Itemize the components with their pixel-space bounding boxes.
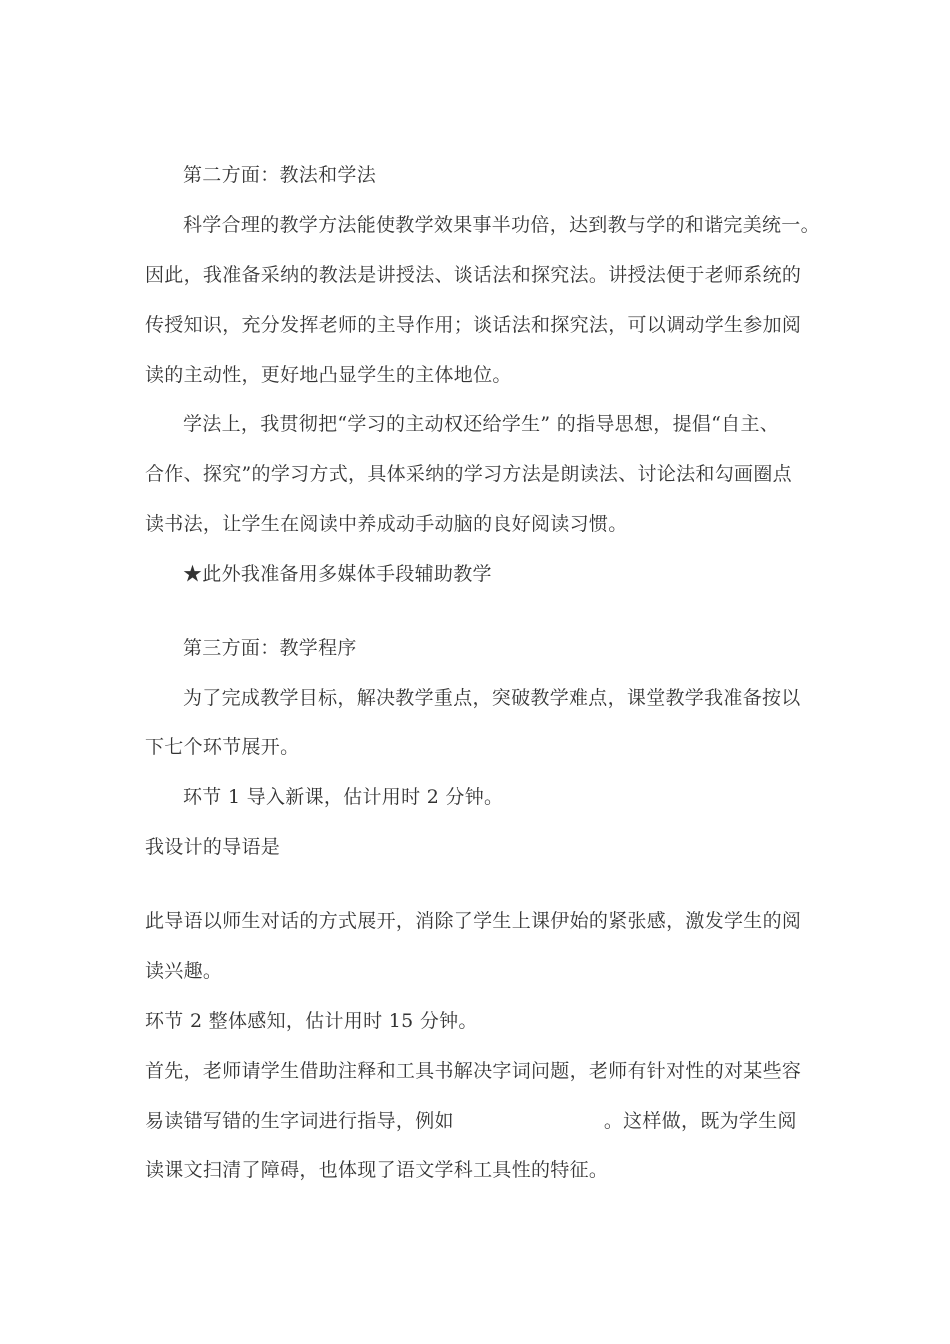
multimedia-note: ★此外我准备用多媒体手段辅助教学	[183, 563, 492, 585]
paragraph-2-line-2: 合作、探究”的学习方式，具体采纳的学习方法是朗读法、讨论法和勾画圈点	[145, 463, 792, 485]
paragraph-6-line-2: 读兴趣。	[145, 960, 223, 982]
section-2-heading: 第二方面：教法和学法	[183, 164, 377, 186]
step-2-heading: 环节 2 整体感知，估计用时 15 分钟。	[145, 1010, 478, 1032]
paragraph-2-line-1: 学法上，我贯彻把“学习的主动权还给学生” 的指导思想，提倡“自主、	[183, 413, 780, 435]
paragraph-4-line-1: 为了完成教学目标，解决教学重点，突破教学难点，课堂教学我准备按以	[183, 687, 801, 709]
intro-design-line: 我设计的导语是	[145, 836, 281, 858]
section-3-heading: 第三方面：教学程序	[183, 637, 357, 659]
paragraph-7-line-1: 首先，老师请学生借助注释和工具书解决字词问题，老师有针对性的对某些容	[145, 1060, 802, 1082]
paragraph-6-line-1: 此导语以师生对话的方式展开，消除了学生上课伊始的紧张感，激发学生的阅	[145, 910, 802, 932]
paragraph-4-line-2: 下七个环节展开。	[145, 736, 300, 758]
paragraph-7-line-2	[145, 1108, 797, 1134]
paragraph-7-line-2-part-a: 易读错写错的生字词进行指导，例如	[145, 1110, 454, 1132]
paragraph-1-line-2: 因此，我准备采纳的教法是讲授法、谈话法和探究法。讲授法便于老师系统的	[145, 264, 802, 286]
paragraph-2-line-3: 读书法，让学生在阅读中养成动手动脑的良好阅读习惯。	[145, 513, 628, 535]
step-1-heading: 环节 1 导入新课，估计用时 2 分钟。	[183, 786, 504, 808]
paragraph-1-line-3: 传授知识，充分发挥老师的主导作用；谈话法和探究法，可以调动学生参加阅	[145, 314, 802, 336]
paragraph-1-line-1: 科学合理的教学方法能使教学效果事半功倍，达到教与学的和谐完美统一。	[183, 214, 820, 236]
paragraph-1-line-4: 读的主动性，更好地凸显学生的主体地位。	[145, 364, 512, 386]
paragraph-7-line-3: 读课文扫清了障碍，也体现了语文学科工具性的特征。	[145, 1159, 609, 1181]
paragraph-7-line-2-part-b: 。这样做，既为学生阅	[603, 1110, 797, 1132]
